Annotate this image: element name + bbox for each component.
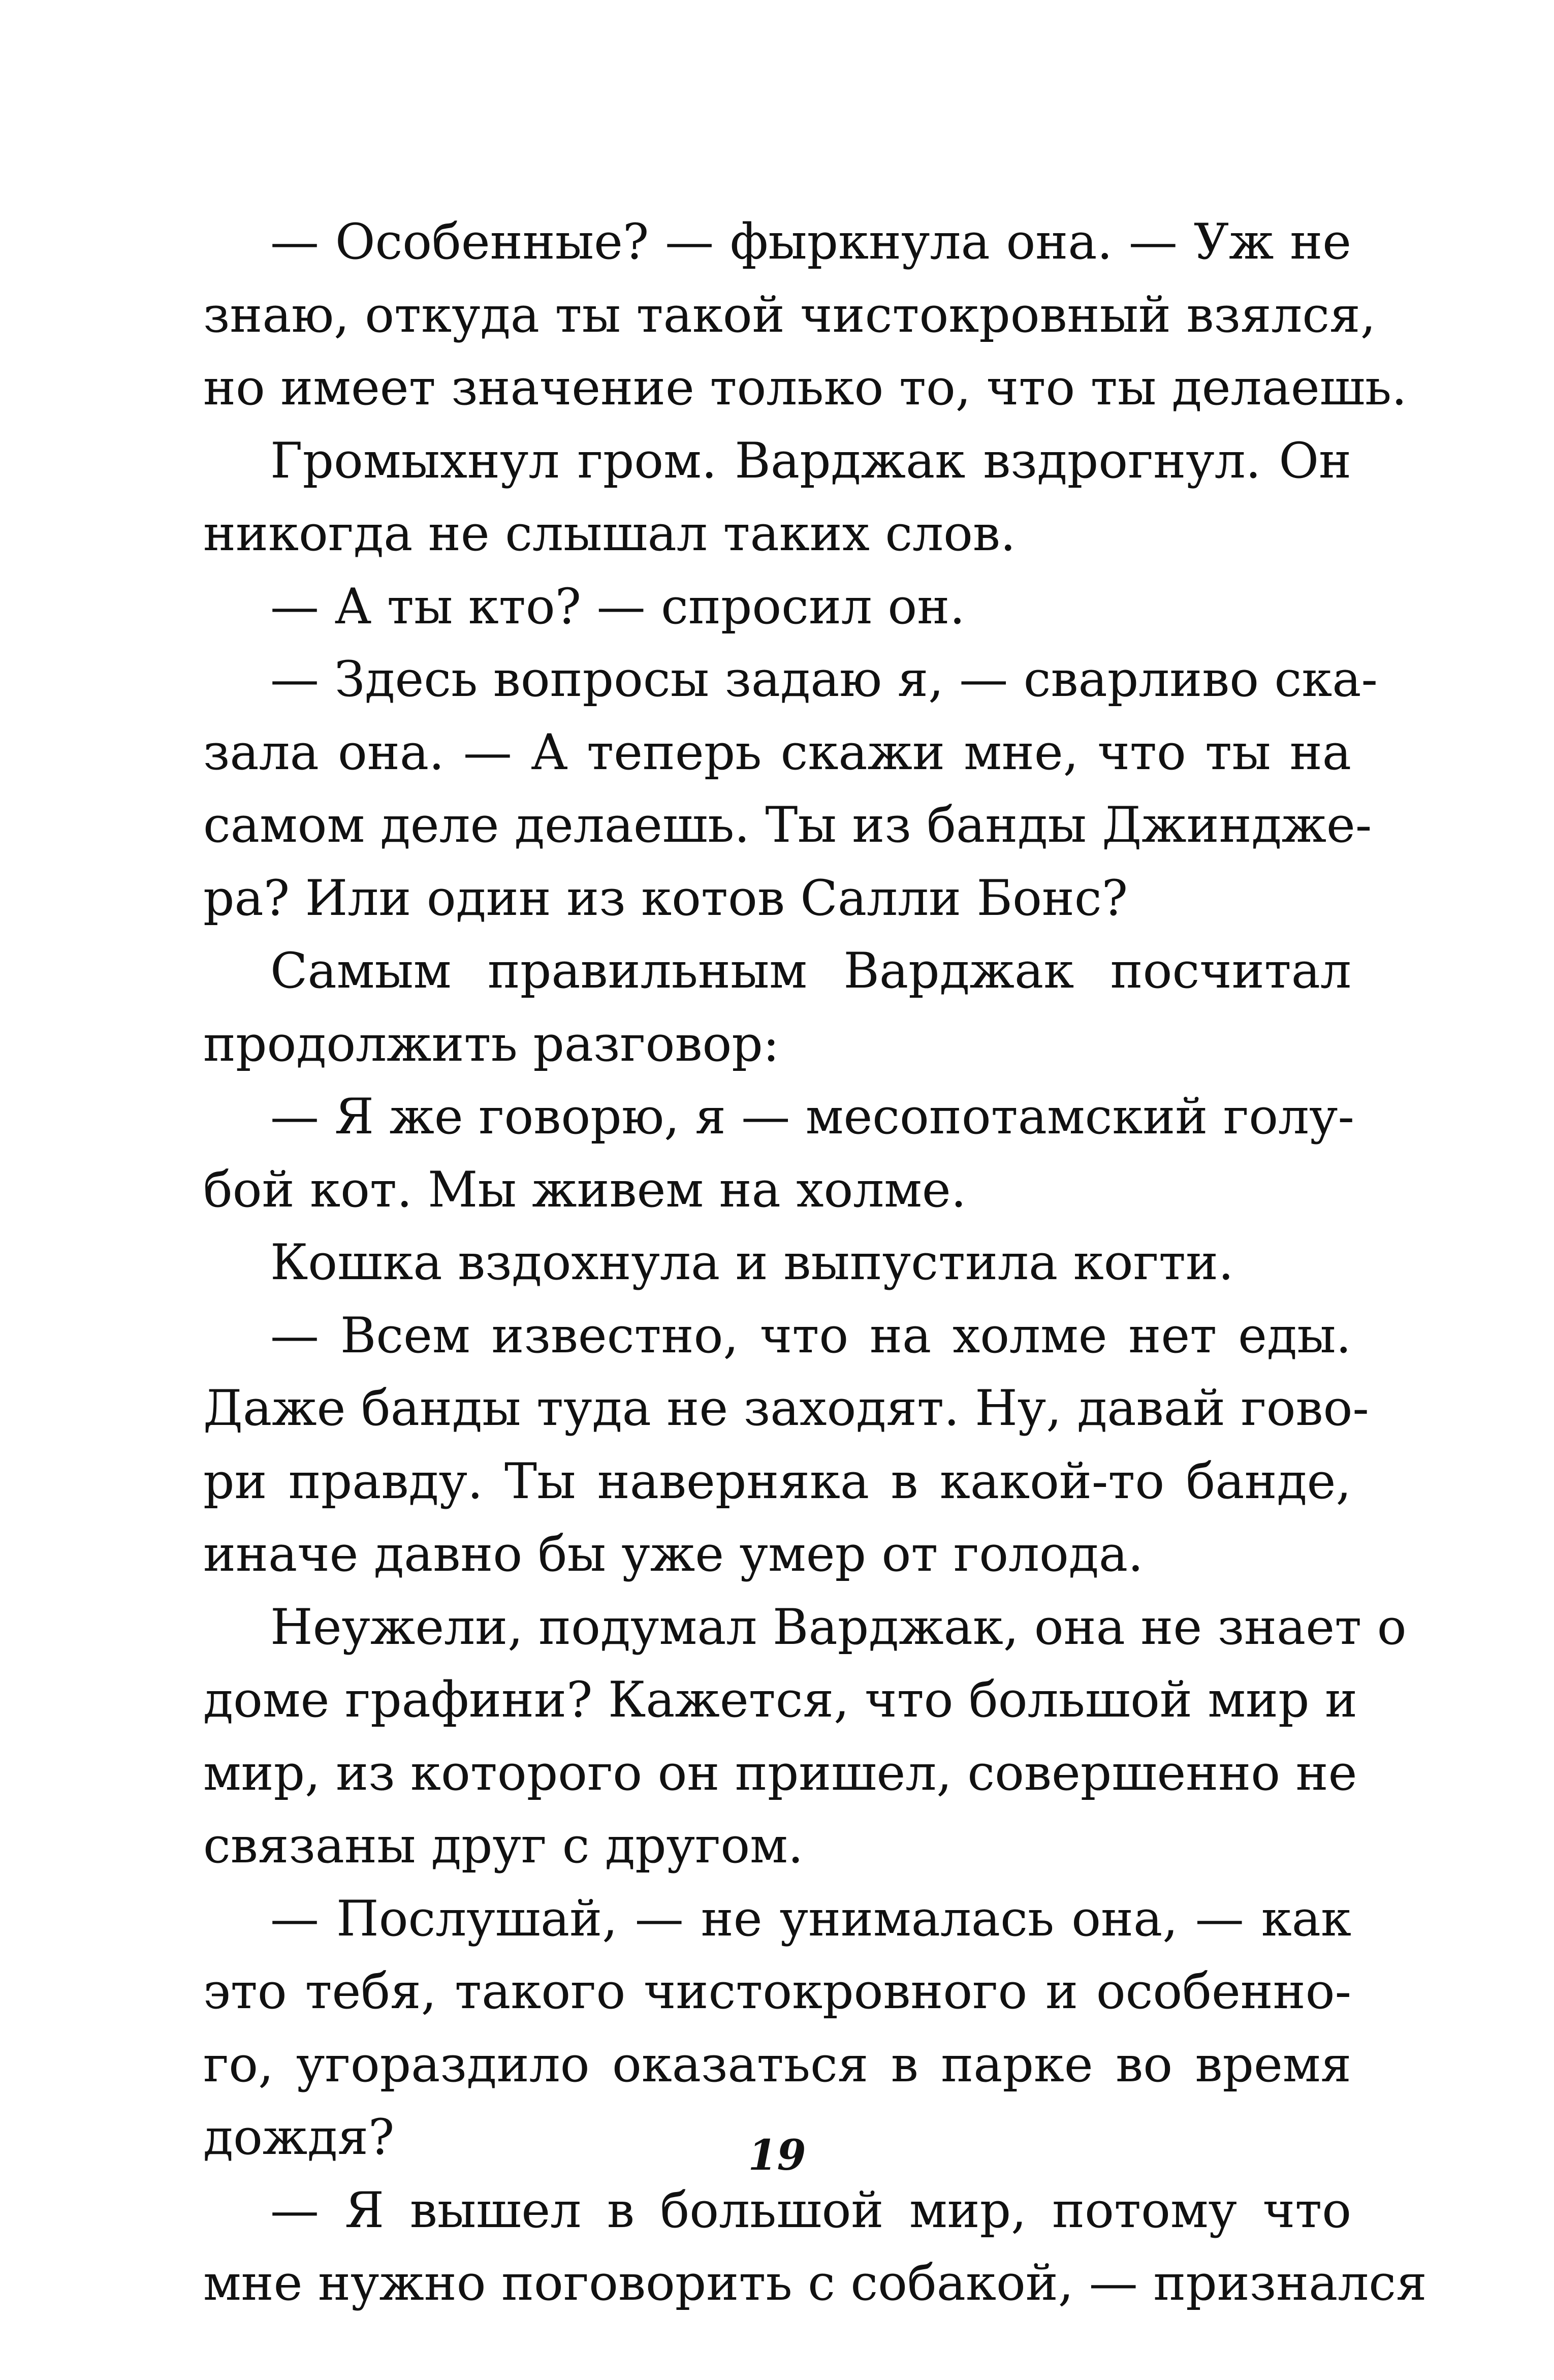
text-line: никогда не слышал таких слов. [203, 505, 1016, 562]
text-line: доме графини? Кажется, что большой мир и [203, 1671, 1357, 1728]
text-line: Неужели, подумал Варджак, она не знает о [270, 1598, 1407, 1656]
text-line: мир, из которого он пришел, совершенно не [203, 1744, 1357, 1801]
page-number: 19 [748, 2131, 806, 2180]
text-line: самом деле делаешь. Ты из банды Джиндже- [203, 797, 1372, 853]
text-line: но имеет значение только то, что ты делаешь. [203, 359, 1407, 416]
text-line: это тебя, такого чистокровного и особенно- [203, 1963, 1351, 2020]
text-line: — Я вышел в большой мир, потому что [270, 2181, 1351, 2239]
text-line: — Особенные? — фыркнула она. — Уж не [270, 213, 1351, 270]
text-line: иначе давно бы уже умер от голода. [203, 1526, 1144, 1582]
text-line: — Всем известно, что на холме нет еды. [270, 1307, 1351, 1364]
text-line: дождя? [203, 2109, 395, 2166]
text-line: — Здесь вопросы задаю я, — сварливо ска- [270, 651, 1378, 708]
text-line: — Послушай, — не унималась она, — как [270, 1890, 1351, 1947]
text-line: знаю, откуда ты такой чистокровный взялся, [203, 286, 1376, 343]
text-line: Самым правильным Варджак посчитал [270, 942, 1351, 999]
text-line: го, угораздило оказаться в парке во время [203, 2036, 1351, 2093]
body-text [203, 206, 1427, 2320]
text-line: Громыхнул гром. Варджак вздрогнул. Он [270, 432, 1351, 489]
text-line: бой кот. Мы живем на холме. [203, 1161, 967, 1218]
text-line: продолжить разговор: [203, 1015, 780, 1072]
text-line: связаны друг с другом. [203, 1817, 804, 1874]
text-line: ра? Или один из котов Салли Бонс? [203, 869, 1128, 927]
text-line: — Я же говорю, я — месопотамский голу- [270, 1088, 1354, 1145]
text-line: Даже банды туда не заходят. Ну, давай гово- [203, 1380, 1369, 1437]
text-line: Кошка вздохнула и выпустила когти. [270, 1234, 1234, 1291]
text-line: зала она. — А теперь скажи мне, что ты на [203, 723, 1351, 781]
text-line: — А ты кто? — спросил он. [270, 578, 965, 635]
text-line: ри правду. Ты наверняка в какой-то банде, [203, 1452, 1351, 1510]
text-line: мне нужно поговорить с собакой, — признался [203, 2255, 1427, 2311]
